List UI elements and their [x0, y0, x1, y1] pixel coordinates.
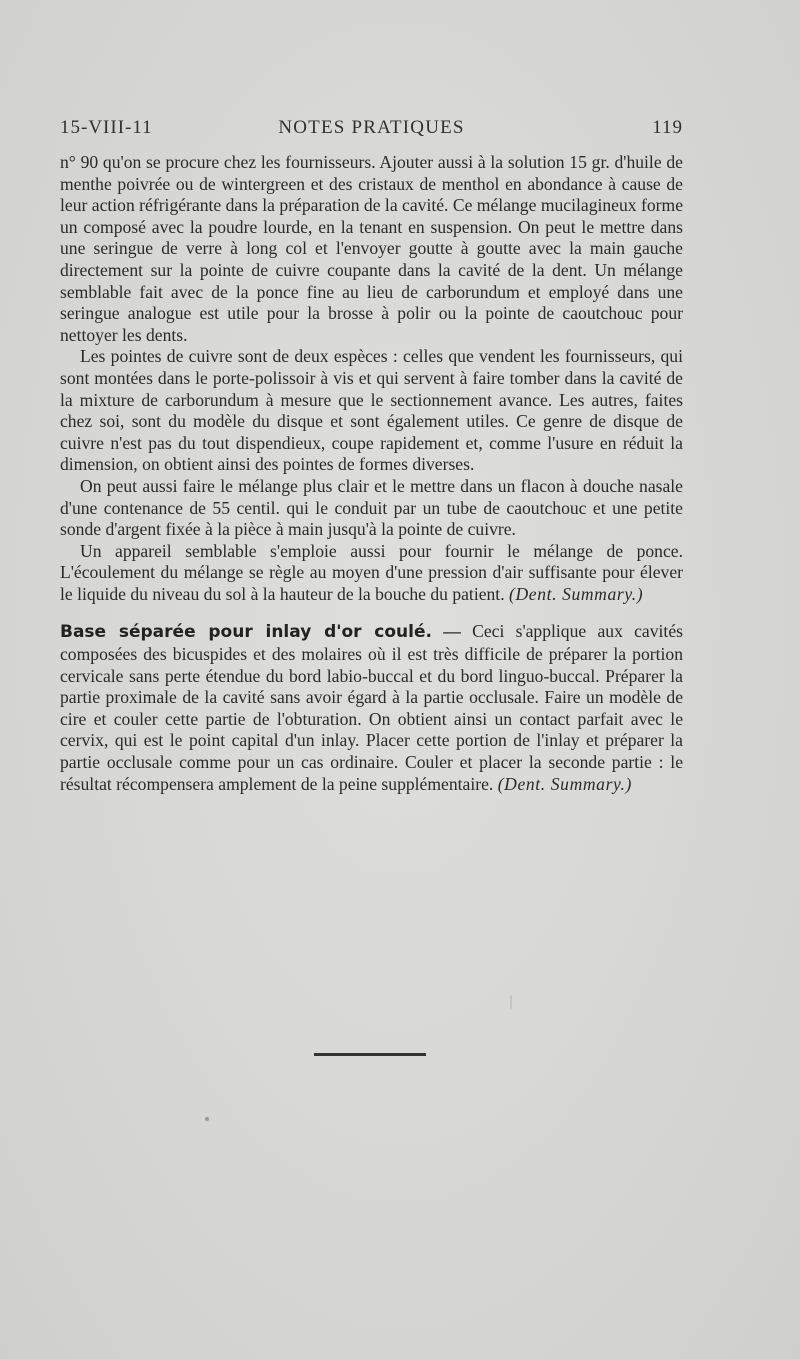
section-title: Base séparée pour inlay d'or coulé. [60, 622, 432, 643]
paragraph-2: Les pointes de cuivre sont de deux espèces : celles que vendent les fournisseurs, qui sont montées dans le porte-polissoir à vis et qui servent à faire tomber dans la cavité de la mixture de carborundum à mesure que le sectionnement avance. Les autres, faites chez soi, sont du modèle du disque et sont également utiles. Ce genre de disque de cuivre n'est pas du tout dispendieux, coupe rapidement et, comme l'usure en réduit la dimension, on obtient ainsi des pointes de formes diverses. [60, 346, 683, 475]
section-dash: — [443, 621, 461, 642]
paragraph-5 [60, 621, 683, 795]
paragraph-3: On peut aussi faire le mélange plus clair et le mettre dans un flacon à douche nasale d'une contenance de 55 centil. qui le conduit par un tube de caoutchouc et une petite sonde d'argent fixée à la pièce à main jusqu'à la pointe de cuivre. [60, 475, 683, 540]
end-rule [314, 1053, 426, 1056]
citation-dent-summary-2: (Dent. Summary.) [497, 773, 632, 794]
page-number: 119 [652, 117, 683, 138]
citation-dent-summary-1: (Dent. Summary.) [509, 583, 644, 604]
paragraph-4-text: Un appareil semblable s'emploie aussi pour fournir le mélange de ponce. L'écoulement du mélange se règle au moyen d'une pression d'air suffisante pour élever le liquide du niveau du sol à la hauteur de la bouche du patient. [60, 540, 683, 604]
paper-speck [205, 1117, 209, 1121]
paragraph-5-text: Ceci s'applique aux cavités composées des bicuspides et des molaires où il est très difficile de préparer la portion cervicale sans perte étendue du bord labio-buccal et du bord linguo-buccal. Préparer la partie proximale de la cavité sans avoir égard à la partie occlusale. Faire un modèle de cire et couler cette partie de l'obturation. On obtient ainsi un contact parfait avec le cervix, qui est le point capital d'un inlay. Placer cette portion de l'inlay et préparer la partie occlusale comme pour un cas ordinaire. Couler et placer la seconde partie : le résultat récompensera amplement de la peine supplémentaire. [60, 621, 683, 794]
article-body [60, 152, 683, 795]
running-header [60, 117, 683, 143]
header-title: NOTES PRATIQUES [278, 117, 465, 138]
header-date: 15-VIII-11 [60, 117, 153, 138]
paragraph-4 [60, 541, 683, 606]
paper-mark [510, 995, 512, 1009]
paragraph-1: n° 90 qu'on se procure chez les fournisseurs. Ajouter aussi à la solution 15 gr. d'huile de menthe poivrée ou de wintergreen et des cristaux de menthol en abondance à cause de leur action réfrigérante dans la préparation de la cavité. Ce mélange mucilagineux forme un composé avec la poudre lourde, en la tenant en suspension. On peut le mettre dans une seringue de verre à long col et l'envoyer goutte à goutte avec la main gauche directement sur la pointe de cuivre coupante dans la cavité de la dent. Un mélange semblable fait avec de la ponce fine au lieu de carborundum et employé dans une seringue analogue est utile pour la brosse à polir ou la pointe de caoutchouc pour nettoyer les dents. [60, 152, 683, 345]
